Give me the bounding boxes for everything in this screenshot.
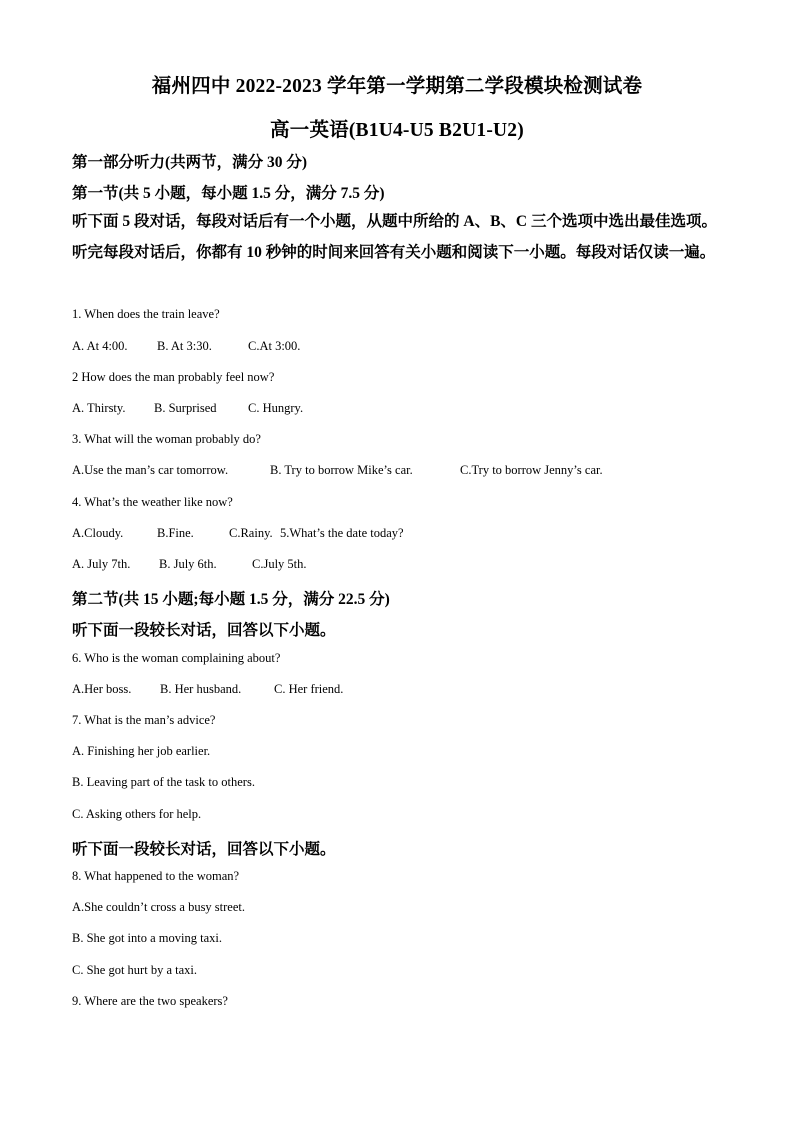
section1-heading: 第一节(共 5 小题，每小题 1.5 分，满分 7.5 分) [72,185,385,202]
q4-option-c: C.Rainy. [229,526,273,540]
q4-option-b: B.Fine. [157,526,194,540]
q6-option-b: B. Her husband. [160,682,242,696]
question-4: 4. What’s the weather like now? [72,495,233,509]
q1-option-c: C.At 3:00. [248,339,301,353]
q5-option-a: A. July 7th. [72,557,131,571]
q3-option-b: B. Try to borrow Mike’s car. [270,463,413,477]
listen-longer-heading-2: 听下面一段较长对话，回答以下小题。 [72,841,336,858]
q2-option-c: C. Hungry. [248,401,304,415]
q3-option-a: A.Use the man’s car tomorrow. [72,463,229,477]
exam-title: 福州四中 2022-2023 学年第一学期第二学段模块检测试卷 [151,76,643,97]
question-3: 3. What will the woman probably do? [72,432,261,446]
question-1: 1. When does the train leave? [72,307,220,321]
question-9: 9. Where are the two speakers? [72,994,228,1008]
q6-option-c: C. Her friend. [274,682,344,696]
question-2: 2 How does the man probably feel now? [72,370,275,384]
question-7: 7. What is the man’s advice? [72,713,216,727]
q7-option-b: B. Leaving part of the task to others. [72,775,255,789]
q7-option-c: C. Asking others for help. [72,807,202,821]
q1-option-a: A. At 4:00. [72,339,128,353]
q2-option-b: B. Surprised [154,401,217,415]
q8-option-a: A.She couldn’t cross a busy street. [72,900,246,914]
q7-option-a: A. Finishing her job earlier. [72,744,211,758]
listen-longer-heading-1: 听下面一段较长对话，回答以下小题。 [72,622,336,639]
q8-option-c: C. She got hurt by a taxi. [72,963,197,977]
q6-option-a: A.Her boss. [72,682,132,696]
question-5: 5.What’s the date today? [280,526,404,540]
q1-option-b: B. At 3:30. [157,339,212,353]
q3-option-c: C.Try to borrow Jenny’s car. [460,463,603,477]
q5-option-c: C.July 5th. [252,557,307,571]
q8-option-b: B. She got into a moving taxi. [72,931,222,945]
section1-instructions: 听下面 5 段对话，每段对话后有一个小题，从题中所给的 A、B、C 三个选项中选出最佳选项。听完每段对话后，你都有 10 秒钟的时间来回答有关小题和阅读下一小题。每段对话仅读一遍。 [72,213,717,261]
q2-option-a: A. Thirsty. [72,401,126,415]
question-6: 6. Who is the woman complaining about? [72,651,281,665]
question-8: 8. What happened to the woman? [72,869,240,883]
section2-heading: 第二节(共 15 小题;每小题 1.5 分，满分 22.5 分) [72,591,390,608]
part1-heading: 第一部分听力(共两节，满分 30 分) [72,154,308,171]
q4-option-a: A.Cloudy. [72,526,124,540]
q5-option-b: B. July 6th. [159,557,217,571]
exam-subtitle: 高一英语(B1U4-U5 B2U1-U2) [270,120,524,141]
